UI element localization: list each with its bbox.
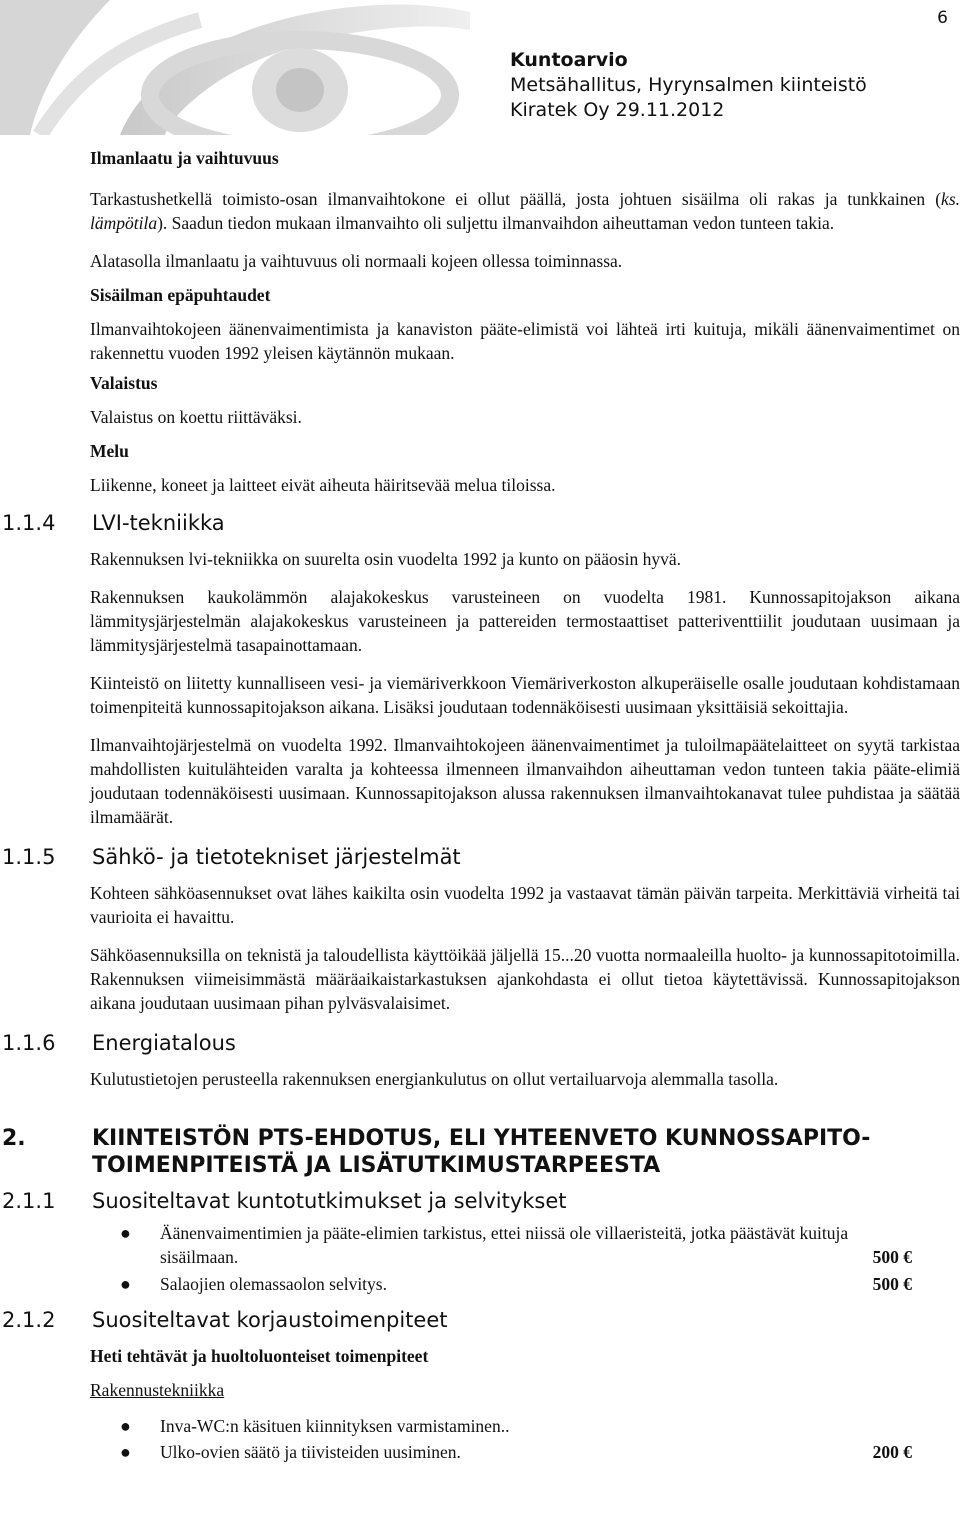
section-number: 2.1.1 — [2, 1189, 56, 1213]
section-title — [92, 1125, 870, 1179]
text-run-italic: ks. lämpötila — [90, 189, 960, 233]
section-title-line: KIINTEISTÖN PTS-EHDOTUS, ELI YHTEENVETO KUNNOSSAPITO- — [92, 1126, 871, 1151]
paragraph-sahko-2: Sähköasennuksilla on teknistä ja taloudellista käyttöikää jäljellä 15...20 vuotta normaaleilla huolto- ja kunnossapitotoimilla. Rakennuksen viimeisimmästä määräaikaistarkastuksen ajankohdasta ei ollut tietoa käytettävissä. Kunnossapitojakson aikana joudutaan uusimaan pihan pylväsvalaisimet. — [90, 945, 960, 1013]
section-2-1-1-heading — [0, 1187, 960, 1215]
bullet-icon: ● — [120, 1442, 131, 1462]
heading-melu: Melu — [90, 441, 129, 461]
section-title: Suositeltavat korjaustoimenpiteet — [92, 1308, 448, 1332]
section-1-1-5-heading — [0, 843, 960, 871]
section-1-1-4-heading — [0, 509, 960, 537]
section-title: Sähkö- ja tietotekniset järjestelmät — [92, 845, 461, 869]
paragraph-ilmanlaatu-1 — [90, 187, 960, 235]
list-item — [120, 1272, 960, 1296]
header-client: Metsähallitus, Hyrynsalmen kiinteistö — [510, 74, 867, 96]
section-2-heading — [0, 1125, 960, 1179]
paragraph-melu: Liikenne, koneet ja laitteet eivät aiheuta häiritsevää melua tiloissa. — [90, 475, 556, 495]
section-number: 1.1.4 — [2, 511, 56, 535]
paragraph-lvi-3: Kiinteistö on liitetty kunnalliseen vesi- ja viemäriverkkoon Viemäriverkoston alkuperäiselle osalle joudutaan kohdistamaan toimenpiteitä kunnossapitojakson aikana. Lisäksi joudutaan todennäköisesti uusimaan yksittäisiä sekoittajia. — [90, 673, 960, 717]
list-item — [120, 1440, 960, 1464]
header-author-date: Kiratek Oy 29.11.2012 — [510, 99, 725, 121]
text-run: Tarkastushetkellä toimisto-osan ilmanvaihtokone ei ollut päällä, josta johtuen sisäilma oli rakas ja tunkkainen ( — [90, 189, 942, 209]
item-text: Ulko-ovien säätö ja tiivisteiden uusiminen. — [160, 1442, 461, 1462]
section-title: Energiatalous — [92, 1031, 236, 1055]
paragraph-lvi-1: Rakennuksen lvi-tekniikka on suurelta osin vuodelta 1992 ja kunto on pääosin hyvä. — [90, 549, 682, 569]
category-rakennustekniikka: Rakennustekniikka — [90, 1380, 225, 1400]
tutkimukset-list — [0, 1221, 960, 1296]
item-cost: 500 € — [872, 1247, 912, 1267]
section-title-line: TOIMENPITEISTÄ JA LISÄTUTKIMUSTARPEESTA — [92, 1153, 661, 1178]
paragraph-ilmanlaatu-2: Alatasolla ilmanlaatu ja vaihtuvuus oli normaali kojeen ollessa toiminnassa. — [90, 251, 623, 271]
paragraph-lvi-4: Ilmanvaihtojärjestelmä on vuodelta 1992. Ilmanvaihtokojeen äänenvaimentimet ja tuloilmapäätelaitteet on syytä tarkistaa mahdollisten kuitulähteiden varalta ja kohteessa ilmenneen ilmanvaihdon aiheuttaman vedon tunteen takia pääte-elimiä joudutaan todennäköisesti uusimaan. Kunnossapitojakson alussa rakennuksen ilmanvaihtokanavat tulee puhdistaa ja säätää ilmamäärät. — [90, 735, 960, 827]
subheading-heti-tehtavat: Heti tehtävät ja huoltoluonteiset toimenpiteet — [90, 1346, 429, 1366]
heading-ilmanlaatu: Ilmanlaatu ja vaihtuvuus — [90, 148, 279, 168]
paragraph-sahko-1: Kohteen sähköasennukset ovat lähes kaikilta osin vuodelta 1992 ja vastaavat tämän päivän tarpeita. Merkittäviä virheitä tai vaurioita ei havaittu. — [90, 883, 960, 927]
paragraph-energia: Kulutustietojen perusteella rakennuksen energiankulutus on ollut vertailuarvoja alemmalla tasolla. — [90, 1069, 779, 1089]
bullet-icon: ● — [120, 1416, 131, 1436]
header-eye-logo — [0, 0, 470, 135]
section-title: Suositeltavat kuntotutkimukset ja selvitykset — [92, 1189, 567, 1213]
list-item — [120, 1414, 960, 1438]
paragraph-lvi-2: Rakennuksen kaukolämmön alajakokeskus varusteineen on vuodelta 1981. Kunnossapitojakson aikana lämmitysjärjestelmän alajakokeskus varusteineen ja pattereiden termostaattiset patteriventtiilit joudutaan uusimaan ja lämmitysjärjestelmä tasapainottamaan. — [90, 587, 960, 655]
item-cost: 500 € — [872, 1274, 912, 1294]
page-header — [510, 48, 867, 123]
section-number: 2. — [2, 1126, 26, 1151]
paragraph-epapuhtaudet: Ilmanvaihtokojeen äänenvaimentimista ja kanaviston pääte-elimistä voi lähteä irti kuituja, mikäli äänenvaimentimet on rakennettu vuoden 1992 yleisen käytännön mukaan. — [90, 319, 960, 363]
paragraph-valaistus: Valaistus on koettu riittäväksi. — [90, 407, 302, 427]
section-1-1-6-heading — [0, 1029, 960, 1057]
bullet-icon: ● — [120, 1274, 131, 1294]
text-run: ). Saadun tiedon mukaan ilmanvaihto oli suljettu ilmanvaihdon aiheuttaman vedon tunteen takia. — [157, 213, 835, 233]
heading-epapuhtaudet: Sisäilman epäpuhtaudet — [90, 285, 271, 305]
item-text: Salaojien olemassaolon selvitys. — [160, 1274, 387, 1294]
section-number: 2.1.2 — [2, 1308, 56, 1332]
header-title: Kuntoarvio — [510, 49, 628, 71]
item-cost: 200 € — [872, 1442, 912, 1462]
section-number: 1.1.5 — [2, 845, 56, 869]
korjaus-list — [0, 1414, 960, 1464]
item-text: Inva-WC:n käsituen kiinnityksen varmistaminen.. — [160, 1416, 510, 1436]
bullet-icon: ● — [120, 1223, 131, 1243]
heading-valaistus: Valaistus — [90, 373, 158, 393]
page-number: 6 — [937, 8, 948, 28]
section-2-1-2-heading — [0, 1306, 960, 1334]
document-body — [0, 140, 960, 1464]
item-text: Äänenvaimentimien ja pääte-elimien tarkistus, ettei niissä ole villaeristeitä, jotka päästävät kuituja sisäilmaan. — [160, 1223, 849, 1267]
list-item — [120, 1221, 960, 1269]
section-title: LVI-tekniikka — [92, 511, 225, 535]
section-number: 1.1.6 — [2, 1031, 56, 1055]
